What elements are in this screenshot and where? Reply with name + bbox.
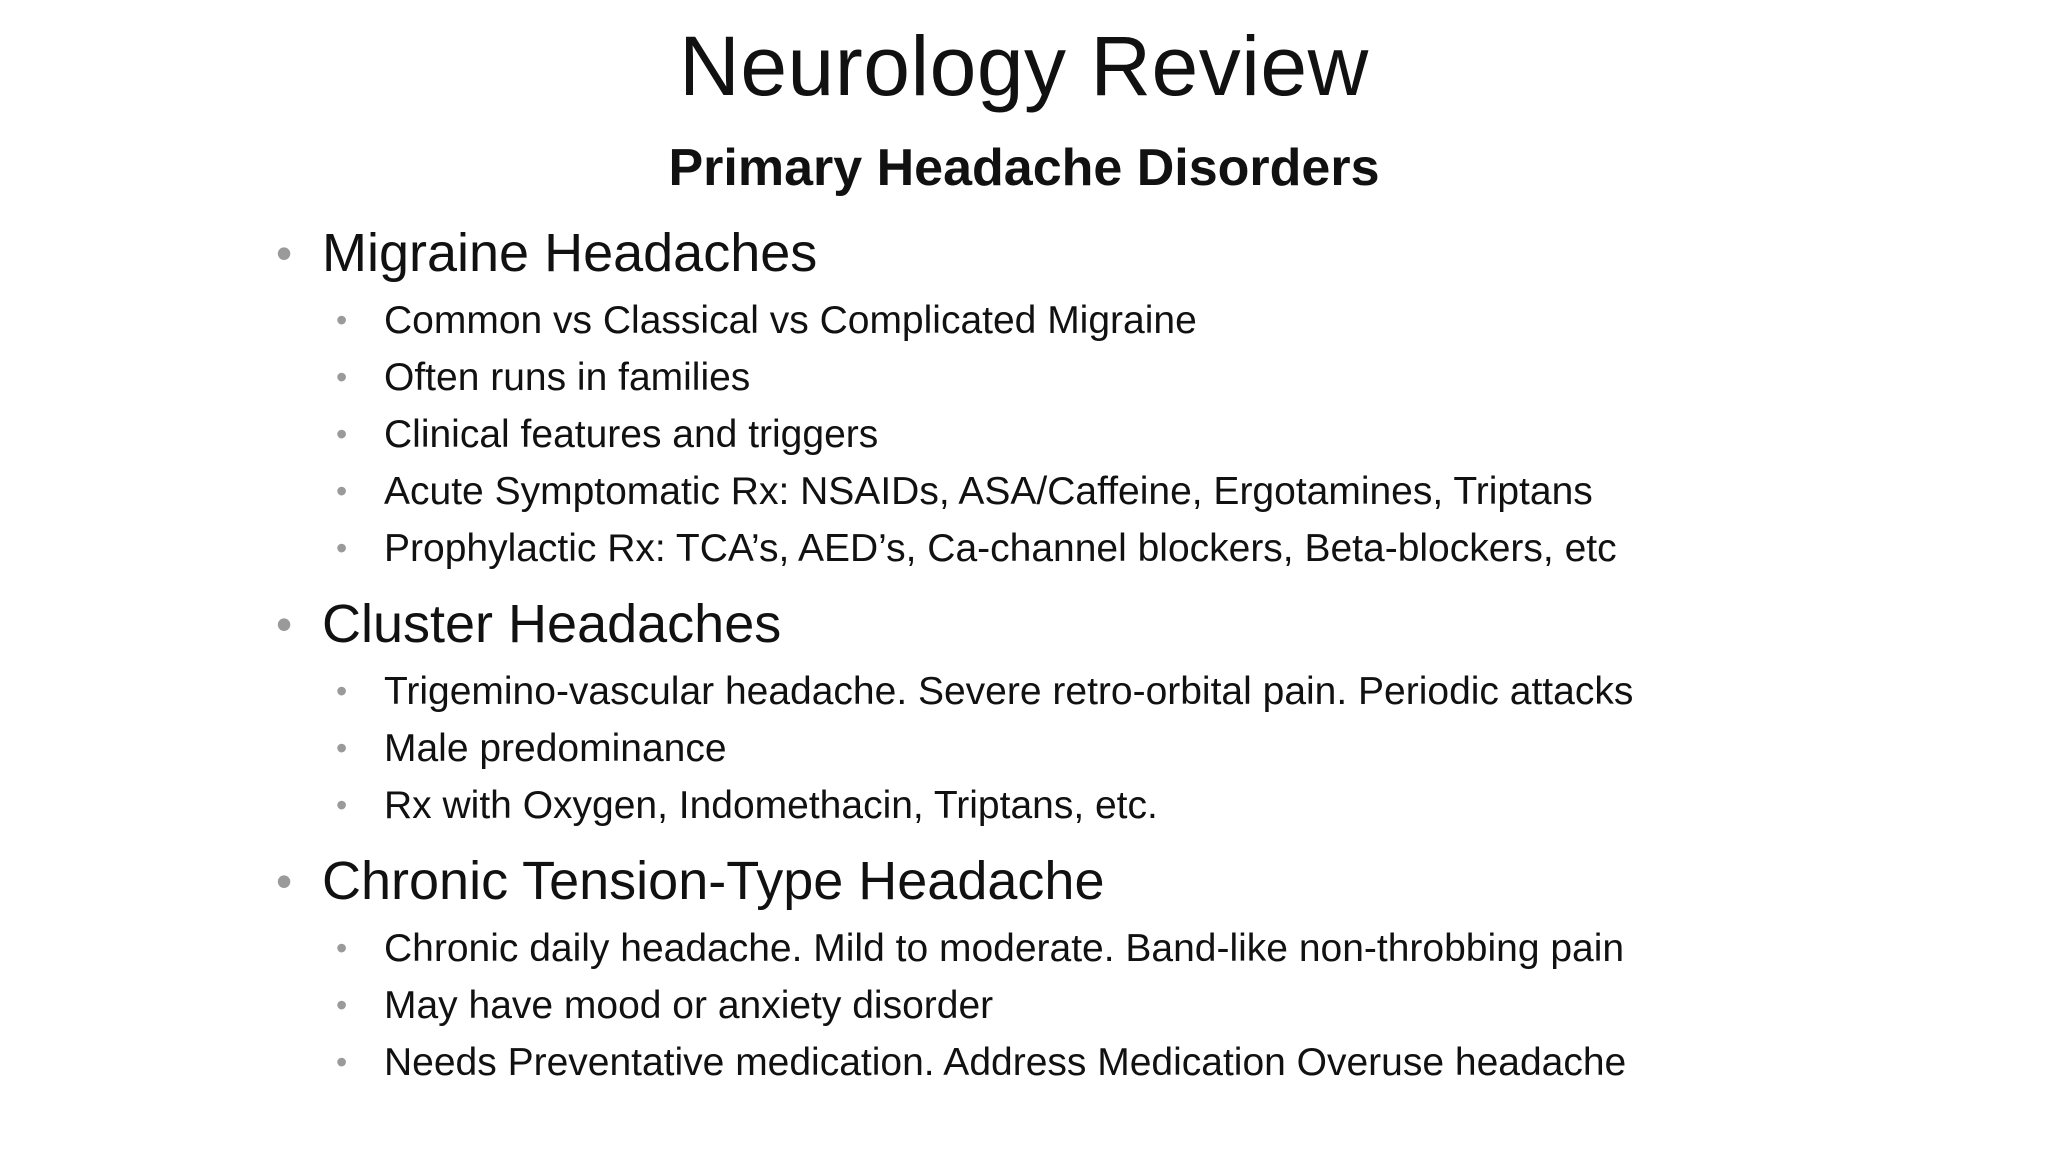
slide-subtitle: Primary Headache Disorders: [668, 139, 1380, 197]
bullet-icon: •: [336, 673, 348, 709]
bullet-icon: •: [336, 530, 348, 566]
section-heading-text: Cluster Headaches: [322, 594, 782, 654]
section-heading-text: Migraine Headaches: [322, 223, 818, 283]
list-item: [270, 520, 1990, 577]
sub-list: [270, 920, 1990, 1091]
list-item: [270, 977, 1990, 1034]
section-heading: [270, 591, 1990, 657]
list-item-text: Prophylactic Rx: TCA’s, AED’s, Ca-channel blockers, Beta-blockers, etc: [384, 527, 1617, 570]
section-heading-text: Chronic Tension-Type Headache: [322, 851, 1105, 911]
sub-list: [270, 292, 1990, 577]
list-item: [270, 292, 1990, 349]
list-item-text: Acute Symptomatic Rx: NSAIDs, ASA/Caffeine, Ergotamines, Triptans: [384, 470, 1593, 513]
list-item: [270, 1034, 1990, 1091]
list-item: [270, 920, 1990, 977]
list-item-text: Male predominance: [384, 727, 727, 770]
bullet-icon: •: [336, 987, 348, 1023]
bullet-list: [270, 220, 1990, 1091]
bullet-icon: •: [336, 359, 348, 395]
list-item: [270, 663, 1990, 720]
bullet-icon: •: [336, 416, 348, 452]
list-item: [270, 777, 1990, 834]
section-heading: [270, 220, 1990, 286]
list-item-text: Chronic daily headache. Mild to moderate. Band-like non-throbbing pain: [384, 927, 1625, 970]
list-item-text: Trigemino-vascular headache. Severe retro-orbital pain. Periodic attacks: [384, 670, 1634, 713]
list-item-text: May have mood or anxiety disorder: [384, 984, 994, 1027]
section-heading: [270, 848, 1990, 914]
bullet-icon: •: [276, 598, 293, 650]
bullet-icon: •: [336, 1044, 348, 1080]
slide-title: Neurology Review: [679, 19, 1369, 113]
list-item-text: Clinical features and triggers: [384, 413, 879, 456]
bullet-icon: •: [336, 473, 348, 509]
section-tension-type: [270, 848, 1990, 1091]
bullet-icon: •: [276, 855, 293, 907]
bullet-icon: •: [336, 730, 348, 766]
list-item-text: Often runs in families: [384, 356, 751, 399]
list-item: [270, 463, 1990, 520]
list-item-text: Rx with Oxygen, Indomethacin, Triptans, etc.: [384, 784, 1158, 827]
list-item: [270, 349, 1990, 406]
list-item-text: Common vs Classical vs Complicated Migraine: [384, 299, 1197, 342]
bullet-icon: •: [336, 302, 348, 338]
sub-list: [270, 663, 1990, 834]
section-migraine: [270, 220, 1990, 577]
list-item: [270, 406, 1990, 463]
bullet-icon: •: [336, 930, 348, 966]
list-item: [270, 720, 1990, 777]
bullet-icon: •: [336, 787, 348, 823]
list-item-text: Needs Preventative medication. Address Medication Overuse headache: [384, 1041, 1627, 1084]
bullet-icon: •: [276, 227, 293, 279]
section-cluster: [270, 591, 1990, 834]
